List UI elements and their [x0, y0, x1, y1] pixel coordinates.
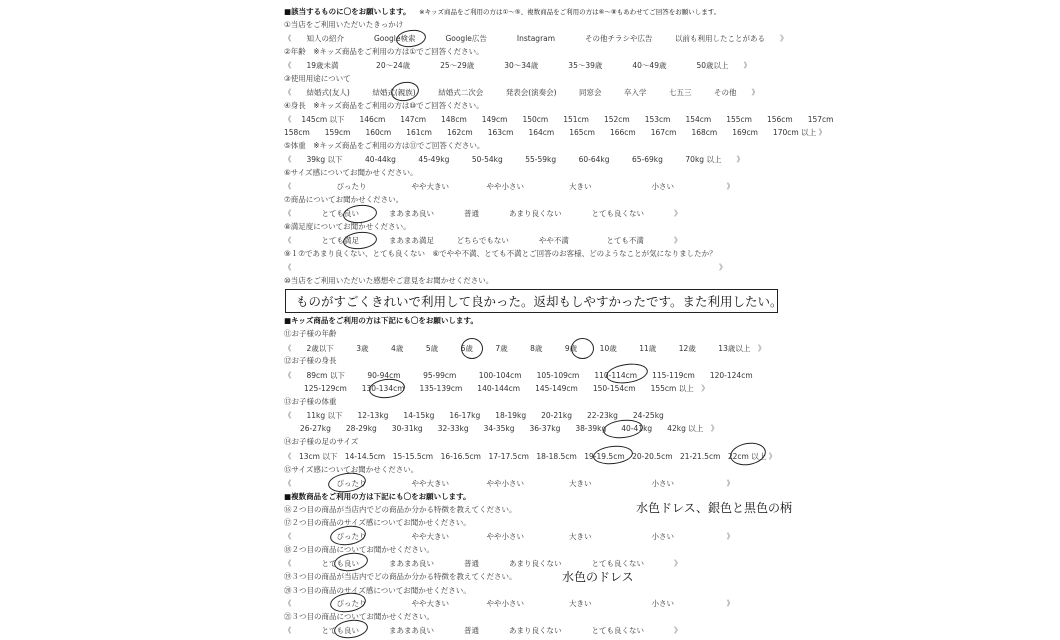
question-4: ④身長 ※キッズ商品をご利用の方は⑩でご回答ください。 [284, 101, 484, 110]
circle-mark-q12b [368, 377, 406, 400]
question-5: ⑤体重 ※キッズ商品をご利用の方は⑪でご回答ください。 [284, 141, 485, 150]
question-11: ⑪お子様の年齢 [284, 329, 337, 338]
question-9: ⑨１⑦であまり良くない、とても良くない ⑥でやや不満、とても不満とご回答のお客様、どのようなことが気になりましたか？ [284, 249, 717, 258]
circle-mark-q11b [571, 338, 594, 359]
question-8: ⑧満足度についてお聞かせください。 [284, 222, 411, 231]
options-q15: 《 ぴったり やや大きい やや小さい 大きい 小さい 》 [284, 479, 734, 488]
question-7: ⑦商品についてお聞かせください。 [284, 195, 404, 204]
circle-mark-q3 [390, 80, 421, 104]
options-q7: 《 とても良い まあまあ良い 普通 あまり良くない とても良くない 》 [284, 209, 682, 218]
options-q17: 《 ぴったり やや大きい やや小さい 大きい 小さい 》 [284, 532, 734, 541]
options-q2: 《 19歳未満 20〜24歳 25〜29歳 30〜34歳 35〜39歳 40〜49歳 50歳以上 》 [284, 61, 752, 70]
question-13: ⑬お子様の体重 [284, 397, 337, 406]
options-q20: 《 ぴったり やや大きい やや小さい 大きい 小さい 》 [284, 599, 734, 608]
circle-mark-q11 [461, 338, 483, 359]
options-q8: 《 とても満足 まあまあ満足 どちらでもない やや不満 とても不満 》 [284, 236, 682, 245]
circle-mark-q12 [605, 361, 649, 386]
options-q9: 《 》 [284, 263, 727, 272]
handwritten-item3: 水色のドレス [562, 570, 634, 584]
multi-header: ■複数商品をご利用の方は下記にも〇をお願いします。 [284, 492, 471, 501]
question-12: ⑫お子様の身長 [284, 356, 337, 365]
options-q11: 《 2歳以下 3歳 4歳 5歳 6歳 7歳 8歳 9歳 10歳 11歳 12歳 13歳以上 》 [284, 344, 766, 353]
options-q13-row1: 《 11kg 以下 12-13kg 14-15kg 16-17kg 18-19kg 20-21kg 22-23kg 24-25kg [284, 411, 664, 420]
question-1: ①当店をご利用いただいたきっかけ [284, 20, 404, 29]
question-21: ㉑３つ目の商品についてお聞かせください。 [284, 612, 434, 621]
question-3: ③使用用途について [284, 74, 351, 83]
question-14: ⑭お子様の足のサイズ [284, 437, 359, 446]
options-q12-row1: 《 89cm 以下 90-94cm 95-99cm 100-104cm 105-109cm 110-114cm 115-119cm 120-124cm [284, 371, 753, 380]
circle-mark-q21 [333, 618, 369, 640]
options-q21: 《 とても良い まあまあ良い 普通 あまり良くない とても良くない 》 [284, 626, 682, 635]
question-19: ⑲３つ目の商品が当店内でどの商品か分かる特徴を教えてください。 [284, 572, 517, 581]
circle-mark-q1 [395, 28, 427, 49]
options-q4-row1: 《 145cm 以下 146cm 147cm 148cm 149cm 150cm 151cm 152cm 153cm 154cm 155cm 156cm 157cm [284, 115, 834, 124]
question-15: ⑮サイズ感についてお聞かせください。 [284, 465, 419, 474]
options-q3: 《 結婚式(友人) 結婚式(親族) 結婚式二次会 発表会(演奏会) 同窓会 卒入学 七五三 その他 》 [284, 88, 760, 97]
question-10: ⑩当店をご利用いただいた感想やご意見をお聞かせください。 [284, 276, 494, 285]
circle-mark-q8 [342, 230, 378, 250]
circle-mark-q15 [327, 470, 367, 494]
handwritten-item2: 水色ドレス、銀色と黒色の柄 [636, 501, 793, 515]
kids-header: ■キッズ商品をご利用の方は下記にも〇をお願いします。 [284, 316, 478, 325]
circle-mark-q14 [592, 444, 634, 466]
question-2: ②年齢 ※キッズ商品をご利用の方は①でご回答ください。 [284, 47, 484, 56]
question-18: ⑱２つ目の商品についてお聞かせください。 [284, 545, 434, 554]
options-q1: 《 知人の紹介 Google検索 Google広告 Instagram その他チラシや広告 以前も利用したことがある 》 [284, 34, 788, 43]
question-20: ⑳３つ目の商品のサイズ感についてお聞かせください。 [284, 586, 471, 595]
options-q5: 《 39kg 以下 40-44kg 45-49kg 50-54kg 55-59kg 60-64kg 65-69kg 70kg 以上 》 [284, 155, 744, 164]
circle-mark-q17 [329, 524, 367, 548]
handwritten-comment: ものがすごくきれいで利用して良かった。返却もしやすかったです。また利用したい。 [296, 294, 783, 309]
options-q6: 《 ぴったり やや大きい やや小さい 大きい 小さい 》 [284, 182, 734, 191]
question-6: ⑥サイズ感についてお聞かせください。 [284, 168, 418, 177]
main-note: ※キッズ商品をご利用の方は①〜⑤、複数商品をご利用の方は⑥〜⑧もあわせてご回答をお願いします。 [419, 8, 721, 16]
circle-mark-q14b [728, 440, 767, 468]
options-q18: 《 とても良い まあまあ良い 普通 あまり良くない とても良くない 》 [284, 559, 682, 568]
main-header: ■該当するものに〇をお願いします。 ※キッズ商品をご利用の方は①〜⑤、複数商品をご利用の方は⑥〜⑧もあわせてご回答をお願いします。 [284, 7, 721, 16]
circle-mark-q18 [333, 551, 369, 574]
circle-mark-q13 [602, 418, 644, 440]
question-16: ⑯２つ目の商品が当店内でどの商品か分かる特徴を教えてください。 [284, 505, 517, 514]
options-q12-row2: 125-129cm 130-134cm 135-139cm 140-144cm 145-149cm 150-154cm 155cm 以上 》 [304, 384, 709, 393]
options-q14: 《 13cm 以下 14-14.5cm 15-15.5cm 16-16.5cm 17-17.5cm 18-18.5cm 19-19.5cm 20-20.5cm 21-21.5cm 22cm 以上 》 [284, 452, 777, 461]
options-q13-row2: 26-27kg 28-29kg 30-31kg 32-33kg 34-35kg 36-37kg 38-39kg 40-41kg 42kg 以上 》 [300, 424, 719, 433]
options-q4-row2: 158cm 159cm 160cm 161cm 162cm 163cm 164cm 165cm 166cm 167cm 168cm 169cm 170cm 以上 》 [284, 128, 826, 137]
question-17: ⑰２つ目の商品のサイズ感についてお聞かせください。 [284, 518, 471, 527]
